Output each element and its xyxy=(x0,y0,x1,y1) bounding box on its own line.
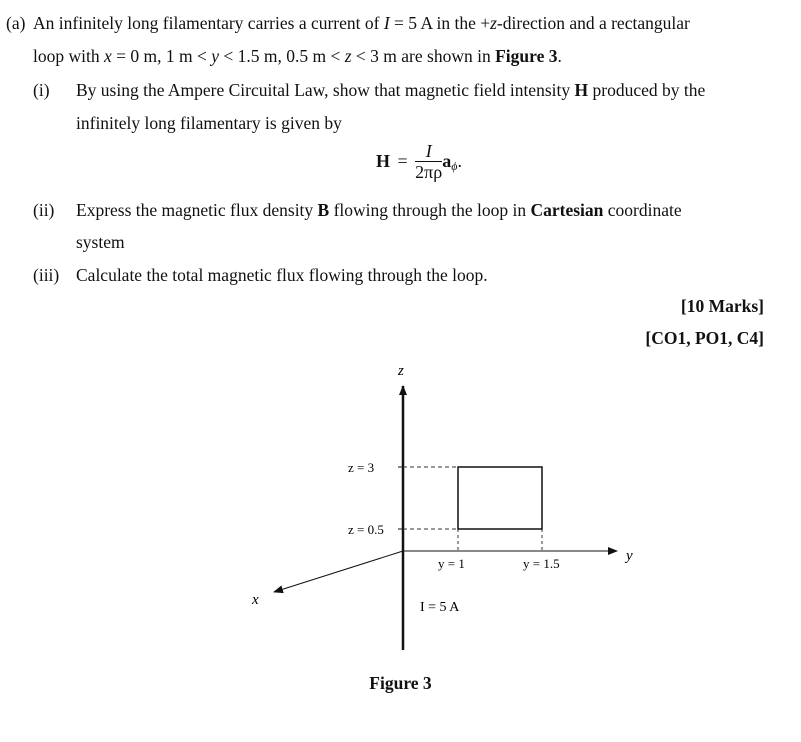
part-label: (a) xyxy=(6,13,26,33)
equation-period: . xyxy=(457,151,462,171)
intro-text: . xyxy=(557,46,562,66)
current-symbol: I xyxy=(383,13,390,33)
item-text: coordinate xyxy=(603,200,682,220)
figure-caption: Figure 3 xyxy=(369,673,432,693)
label-z05: z = 0.5 xyxy=(348,522,384,537)
item-text: By using the Ampere Circuital Law, show that magnetic field intensity xyxy=(76,80,575,100)
equation-lhs: H xyxy=(376,151,391,171)
equation-subscript: ϕ xyxy=(451,159,458,174)
x-symbol: x xyxy=(103,46,112,66)
equation-equals: = xyxy=(397,151,408,171)
item-text: produced by the xyxy=(588,80,706,100)
item-i-line-2: infinitely long filamentary is given by xyxy=(76,113,342,133)
x-axis-label: x xyxy=(252,592,259,608)
item-label-i: (i) xyxy=(33,80,50,100)
equation-numerator: I xyxy=(415,141,442,162)
equation-unit-vector: a xyxy=(442,151,452,171)
y-axis-label: y xyxy=(626,548,633,564)
item-iii-line-1: Calculate the total magnetic flux flowing through the loop. xyxy=(76,265,488,285)
y-symbol: y xyxy=(211,46,220,66)
figure-reference: Figure 3 xyxy=(495,46,558,66)
marks-label: [10 Marks] xyxy=(680,296,764,316)
x-axis xyxy=(274,551,403,592)
cartesian-word: Cartesian xyxy=(530,200,604,220)
item-ii-line-2: system xyxy=(76,232,125,252)
item-label-iii: (iii) xyxy=(33,265,60,285)
label-z3: z = 3 xyxy=(348,460,375,475)
current-label: I = 5 A xyxy=(420,600,460,615)
z-axis-label: z xyxy=(398,363,404,379)
intro-text: < 3 m are shown in xyxy=(351,46,496,66)
item-text: Express the magnetic flux density xyxy=(76,200,318,220)
item-text: flowing through the loop in xyxy=(329,200,531,220)
equation-denominator: 2πρ xyxy=(415,162,443,182)
intro-text: < 1.5 m, 0.5 m < xyxy=(219,46,345,66)
h-symbol: H xyxy=(574,80,589,100)
intro-text: -direction and a rectangular xyxy=(496,13,690,33)
label-y1: y = 1 xyxy=(438,556,465,571)
intro-text: loop with xyxy=(33,46,104,66)
z-symbol: z xyxy=(490,13,497,33)
b-symbol: B xyxy=(317,200,330,220)
intro-text: = 5 A in the + xyxy=(389,13,491,33)
intro-text: = 0 m, 1 m < xyxy=(111,46,212,66)
rectangular-loop xyxy=(458,467,542,529)
z-symbol: z xyxy=(344,46,352,66)
outcomes-label: [CO1, PO1, C4] xyxy=(645,328,764,348)
intro-text: An infinitely long filamentary carries a current of xyxy=(33,13,384,33)
item-label-ii: (ii) xyxy=(33,200,55,220)
label-y15: y = 1.5 xyxy=(523,556,560,571)
